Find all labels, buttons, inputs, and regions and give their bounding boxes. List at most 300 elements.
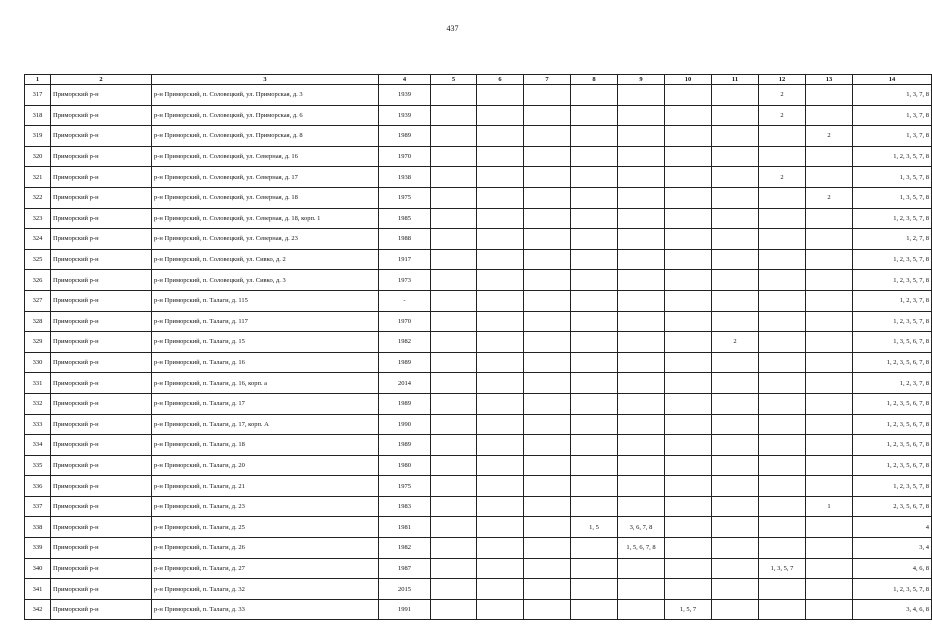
table-cell-col-5 bbox=[431, 85, 477, 106]
table-cell-col-8 bbox=[571, 187, 618, 208]
table-cell-col-6 bbox=[477, 126, 524, 147]
table-cell-col-10 bbox=[665, 579, 712, 600]
table-cell-col-3: р-н Приморский, п. Соловецкий, ул. Приморская, д. 3 bbox=[152, 85, 379, 106]
table-cell-col-9 bbox=[618, 270, 665, 291]
table-cell-col-11 bbox=[712, 538, 759, 559]
table-row bbox=[25, 187, 932, 208]
table-cell-col-4: 1990 bbox=[379, 414, 431, 435]
table-cell-col-14: 1, 2, 3, 5, 6, 7, 8 bbox=[853, 455, 932, 476]
table-cell-col-7 bbox=[524, 496, 571, 517]
table-cell-col-14: 1, 3, 7, 8 bbox=[853, 85, 932, 106]
table-cell-col-10 bbox=[665, 229, 712, 250]
table-row bbox=[25, 538, 932, 559]
table-cell-col-14: 1, 3, 5, 6, 7, 8 bbox=[853, 332, 932, 353]
table-cell-col-8 bbox=[571, 229, 618, 250]
table-cell-col-6 bbox=[477, 208, 524, 229]
table-cell-col-1: 317 bbox=[25, 85, 51, 106]
table-cell-col-12: 2 bbox=[759, 105, 806, 126]
table-cell-col-8 bbox=[571, 208, 618, 229]
table-cell-col-5 bbox=[431, 208, 477, 229]
table-row bbox=[25, 105, 932, 126]
table-cell-col-1: 322 bbox=[25, 187, 51, 208]
table-cell-col-10 bbox=[665, 105, 712, 126]
table-cell-col-3: р-н Приморский, п. Талаги, д. 23 bbox=[152, 496, 379, 517]
table-cell-col-2: Приморский р-н bbox=[51, 476, 152, 497]
table-cell-col-3: р-н Приморский, п. Талаги, д. 32 bbox=[152, 579, 379, 600]
table-cell-col-9 bbox=[618, 414, 665, 435]
table-cell-col-12 bbox=[759, 126, 806, 147]
table-cell-col-9 bbox=[618, 229, 665, 250]
column-header-7: 7 bbox=[524, 75, 571, 85]
table-cell-col-5 bbox=[431, 517, 477, 538]
table-cell-col-6 bbox=[477, 167, 524, 188]
table-cell-col-1: 334 bbox=[25, 435, 51, 456]
table-row bbox=[25, 290, 932, 311]
table-cell-col-10 bbox=[665, 538, 712, 559]
table-cell-col-2: Приморский р-н bbox=[51, 290, 152, 311]
table-cell-col-3: р-н Приморский, п. Талаги, д. 115 bbox=[152, 290, 379, 311]
table-cell-col-13 bbox=[806, 270, 853, 291]
table-cell-col-2: Приморский р-н bbox=[51, 496, 152, 517]
table-row bbox=[25, 167, 932, 188]
table-cell-col-7 bbox=[524, 332, 571, 353]
table-cell-col-12 bbox=[759, 373, 806, 394]
table-cell-col-8 bbox=[571, 105, 618, 126]
table-cell-col-9 bbox=[618, 599, 665, 620]
table-cell-col-6 bbox=[477, 290, 524, 311]
table-cell-col-6 bbox=[477, 229, 524, 250]
table-cell-col-12 bbox=[759, 187, 806, 208]
table-cell-col-7 bbox=[524, 414, 571, 435]
table-cell-col-1: 325 bbox=[25, 249, 51, 270]
table-cell-col-5 bbox=[431, 187, 477, 208]
table-cell-col-14: 1, 2, 3, 5, 6, 7, 8 bbox=[853, 352, 932, 373]
table-cell-col-11 bbox=[712, 311, 759, 332]
table-cell-col-11 bbox=[712, 126, 759, 147]
table-cell-col-9 bbox=[618, 579, 665, 600]
table-cell-col-2: Приморский р-н bbox=[51, 373, 152, 394]
table-cell-col-1: 336 bbox=[25, 476, 51, 497]
table-cell-col-11 bbox=[712, 270, 759, 291]
table-cell-col-1: 329 bbox=[25, 332, 51, 353]
table-cell-col-8 bbox=[571, 599, 618, 620]
table-cell-col-5 bbox=[431, 538, 477, 559]
table-cell-col-1: 340 bbox=[25, 558, 51, 579]
column-header-12: 12 bbox=[759, 75, 806, 85]
table-cell-col-10 bbox=[665, 311, 712, 332]
table-cell-col-14: 1, 2, 3, 5, 7, 8 bbox=[853, 579, 932, 600]
table-cell-col-5 bbox=[431, 167, 477, 188]
table-cell-col-2: Приморский р-н bbox=[51, 85, 152, 106]
table-cell-col-12 bbox=[759, 455, 806, 476]
table-cell-col-3: р-н Приморский, п. Талаги, д. 15 bbox=[152, 332, 379, 353]
table-cell-col-2: Приморский р-н bbox=[51, 579, 152, 600]
column-header-4: 4 bbox=[379, 75, 431, 85]
table-cell-col-6 bbox=[477, 393, 524, 414]
table-cell-col-4: 1980 bbox=[379, 455, 431, 476]
table-cell-col-11 bbox=[712, 290, 759, 311]
table-cell-col-13 bbox=[806, 373, 853, 394]
table-cell-col-11 bbox=[712, 414, 759, 435]
column-header-1: 1 bbox=[25, 75, 51, 85]
table-cell-col-9 bbox=[618, 476, 665, 497]
table-cell-col-6 bbox=[477, 352, 524, 373]
table-cell-col-7 bbox=[524, 579, 571, 600]
table-cell-col-9 bbox=[618, 435, 665, 456]
table-cell-col-3: р-н Приморский, п. Талаги, д. 16 bbox=[152, 352, 379, 373]
table-cell-col-7 bbox=[524, 249, 571, 270]
table-cell-col-13 bbox=[806, 579, 853, 600]
table-row bbox=[25, 352, 932, 373]
table-cell-col-7 bbox=[524, 538, 571, 559]
table-cell-col-14: 1, 2, 3, 5, 6, 7, 8 bbox=[853, 393, 932, 414]
table-cell-col-12 bbox=[759, 599, 806, 620]
table-cell-col-14: 1, 2, 3, 5, 7, 8 bbox=[853, 270, 932, 291]
table-cell-col-9 bbox=[618, 187, 665, 208]
table-cell-col-14: 2, 3, 5, 6, 7, 8 bbox=[853, 496, 932, 517]
table-cell-col-11: 2 bbox=[712, 332, 759, 353]
table-cell-col-4: 1982 bbox=[379, 538, 431, 559]
table-row bbox=[25, 249, 932, 270]
table-cell-col-9 bbox=[618, 455, 665, 476]
table-cell-col-6 bbox=[477, 538, 524, 559]
table-cell-col-11 bbox=[712, 558, 759, 579]
table-row bbox=[25, 579, 932, 600]
table-cell-col-6 bbox=[477, 558, 524, 579]
table-cell-col-13: 1 bbox=[806, 496, 853, 517]
table-cell-col-1: 341 bbox=[25, 579, 51, 600]
table-cell-col-5 bbox=[431, 414, 477, 435]
register-table bbox=[24, 74, 932, 620]
table-cell-col-9 bbox=[618, 373, 665, 394]
table-cell-col-2: Приморский р-н bbox=[51, 332, 152, 353]
table-cell-col-1: 318 bbox=[25, 105, 51, 126]
table-cell-col-4: 1989 bbox=[379, 126, 431, 147]
table-cell-col-9 bbox=[618, 558, 665, 579]
table-cell-col-4: 1938 bbox=[379, 167, 431, 188]
table-cell-col-14: 4 bbox=[853, 517, 932, 538]
table-cell-col-6 bbox=[477, 146, 524, 167]
table-cell-col-7 bbox=[524, 290, 571, 311]
table-cell-col-2: Приморский р-н bbox=[51, 455, 152, 476]
table-cell-col-4: 2014 bbox=[379, 373, 431, 394]
table-cell-col-1: 333 bbox=[25, 414, 51, 435]
table-cell-col-10 bbox=[665, 270, 712, 291]
header-row bbox=[25, 75, 932, 85]
table-cell-col-2: Приморский р-н bbox=[51, 352, 152, 373]
table-cell-col-4: 1975 bbox=[379, 476, 431, 497]
table-cell-col-8 bbox=[571, 146, 618, 167]
table-row bbox=[25, 229, 932, 250]
table-cell-col-11 bbox=[712, 455, 759, 476]
table-cell-col-2: Приморский р-н bbox=[51, 311, 152, 332]
table-cell-col-4: 1989 bbox=[379, 435, 431, 456]
table-cell-col-3: р-н Приморский, п. Соловецкий, ул. Сивко, д. 3 bbox=[152, 270, 379, 291]
table-row bbox=[25, 435, 932, 456]
table-cell-col-12 bbox=[759, 435, 806, 456]
table-cell-col-14: 1, 3, 7, 8 bbox=[853, 126, 932, 147]
table-row bbox=[25, 311, 932, 332]
column-header-9: 9 bbox=[618, 75, 665, 85]
table-cell-col-11 bbox=[712, 476, 759, 497]
table-cell-col-5 bbox=[431, 311, 477, 332]
table-cell-col-9 bbox=[618, 311, 665, 332]
table-cell-col-8 bbox=[571, 414, 618, 435]
column-header-10: 10 bbox=[665, 75, 712, 85]
table-row bbox=[25, 85, 932, 106]
column-header-2: 2 bbox=[51, 75, 152, 85]
table-cell-col-11 bbox=[712, 187, 759, 208]
table-cell-col-8 bbox=[571, 496, 618, 517]
table-cell-col-12 bbox=[759, 146, 806, 167]
table-cell-col-4: 1983 bbox=[379, 496, 431, 517]
table-cell-col-13 bbox=[806, 311, 853, 332]
table-cell-col-10 bbox=[665, 187, 712, 208]
table-cell-col-1: 339 bbox=[25, 538, 51, 559]
table-row bbox=[25, 558, 932, 579]
table-cell-col-13: 2 bbox=[806, 187, 853, 208]
table-cell-col-6 bbox=[477, 187, 524, 208]
table-cell-col-3: р-н Приморский, п. Талаги, д. 16, корп. а bbox=[152, 373, 379, 394]
table-cell-col-14: 1, 2, 3, 5, 6, 7, 8 bbox=[853, 414, 932, 435]
table-cell-col-2: Приморский р-н bbox=[51, 167, 152, 188]
table-cell-col-7 bbox=[524, 558, 571, 579]
table-cell-col-13 bbox=[806, 332, 853, 353]
table-cell-col-3: р-н Приморский, п. Талаги, д. 18 bbox=[152, 435, 379, 456]
table-cell-col-8 bbox=[571, 373, 618, 394]
table-cell-col-10 bbox=[665, 85, 712, 106]
table-cell-col-7 bbox=[524, 393, 571, 414]
table-cell-col-4: 2015 bbox=[379, 579, 431, 600]
table-cell-col-10 bbox=[665, 393, 712, 414]
table-cell-col-2: Приморский р-н bbox=[51, 187, 152, 208]
table-cell-col-10 bbox=[665, 558, 712, 579]
table-cell-col-14: 1, 2, 3, 5, 7, 8 bbox=[853, 476, 932, 497]
table-cell-col-7 bbox=[524, 229, 571, 250]
column-header-14: 14 bbox=[853, 75, 932, 85]
table-cell-col-4: - bbox=[379, 290, 431, 311]
table-cell-col-2: Приморский р-н bbox=[51, 414, 152, 435]
table-cell-col-8 bbox=[571, 311, 618, 332]
table-cell-col-6 bbox=[477, 414, 524, 435]
table-cell-col-12 bbox=[759, 208, 806, 229]
table-row bbox=[25, 332, 932, 353]
table-cell-col-8 bbox=[571, 270, 618, 291]
column-header-3: 3 bbox=[152, 75, 379, 85]
table-cell-col-9 bbox=[618, 105, 665, 126]
table-cell-col-2: Приморский р-н bbox=[51, 208, 152, 229]
table-cell-col-1: 338 bbox=[25, 517, 51, 538]
table-cell-col-11 bbox=[712, 599, 759, 620]
table-cell-col-10 bbox=[665, 373, 712, 394]
column-header-11: 11 bbox=[712, 75, 759, 85]
table-cell-col-13 bbox=[806, 558, 853, 579]
table-cell-col-3: р-н Приморский, п. Талаги, д. 20 bbox=[152, 455, 379, 476]
table-row bbox=[25, 455, 932, 476]
table-cell-col-11 bbox=[712, 249, 759, 270]
table-cell-col-12 bbox=[759, 290, 806, 311]
table-cell-col-6 bbox=[477, 517, 524, 538]
table-cell-col-1: 319 bbox=[25, 126, 51, 147]
table-cell-col-11 bbox=[712, 208, 759, 229]
table-cell-col-12 bbox=[759, 332, 806, 353]
table-cell-col-13 bbox=[806, 538, 853, 559]
table-cell-col-4: 1975 bbox=[379, 187, 431, 208]
table-cell-col-10 bbox=[665, 126, 712, 147]
table-cell-col-13 bbox=[806, 352, 853, 373]
table-cell-col-12 bbox=[759, 517, 806, 538]
table-cell-col-1: 330 bbox=[25, 352, 51, 373]
table-cell-col-14: 1, 2, 3, 5, 7, 8 bbox=[853, 146, 932, 167]
table-cell-col-12 bbox=[759, 414, 806, 435]
table-cell-col-5 bbox=[431, 558, 477, 579]
table-cell-col-7 bbox=[524, 167, 571, 188]
table-cell-col-10 bbox=[665, 455, 712, 476]
table-cell-col-14: 1, 2, 3, 7, 8 bbox=[853, 290, 932, 311]
table-cell-col-8 bbox=[571, 393, 618, 414]
table-cell-col-11 bbox=[712, 579, 759, 600]
table-cell-col-11 bbox=[712, 373, 759, 394]
table-cell-col-14: 1, 2, 3, 5, 6, 7, 8 bbox=[853, 435, 932, 456]
table-cell-col-3: р-н Приморский, п. Соловецкий, ул. Сивко, д. 2 bbox=[152, 249, 379, 270]
table-cell-col-7 bbox=[524, 517, 571, 538]
table-cell-col-9 bbox=[618, 393, 665, 414]
page-number: 437 bbox=[446, 24, 459, 33]
table-row bbox=[25, 496, 932, 517]
table-cell-col-11 bbox=[712, 435, 759, 456]
table-cell-col-8 bbox=[571, 435, 618, 456]
table-cell-col-5 bbox=[431, 146, 477, 167]
table-cell-col-14: 1, 2, 3, 5, 7, 8 bbox=[853, 208, 932, 229]
table-cell-col-12 bbox=[759, 229, 806, 250]
table-cell-col-1: 320 bbox=[25, 146, 51, 167]
table-cell-col-10 bbox=[665, 476, 712, 497]
table-cell-col-7 bbox=[524, 311, 571, 332]
table-cell-col-4: 1973 bbox=[379, 270, 431, 291]
table-cell-col-9 bbox=[618, 290, 665, 311]
table-cell-col-12: 2 bbox=[759, 167, 806, 188]
table-row bbox=[25, 414, 932, 435]
table-cell-col-2: Приморский р-н bbox=[51, 105, 152, 126]
table-cell-col-7 bbox=[524, 435, 571, 456]
table-cell-col-8 bbox=[571, 290, 618, 311]
table-cell-col-4: 1939 bbox=[379, 105, 431, 126]
table-cell-col-9 bbox=[618, 496, 665, 517]
table-cell-col-14: 1, 2, 3, 7, 8 bbox=[853, 373, 932, 394]
table-cell-col-3: р-н Приморский, п. Соловецкий, ул. Северная, д. 18 bbox=[152, 187, 379, 208]
table-cell-col-6 bbox=[477, 579, 524, 600]
table-cell-col-3: р-н Приморский, п. Соловецкий, ул. Приморская, д. 8 bbox=[152, 126, 379, 147]
table-cell-col-5 bbox=[431, 373, 477, 394]
table-cell-col-7 bbox=[524, 455, 571, 476]
table-cell-col-2: Приморский р-н bbox=[51, 126, 152, 147]
table-cell-col-8 bbox=[571, 332, 618, 353]
table-cell-col-3: р-н Приморский, п. Талаги, д. 117 bbox=[152, 311, 379, 332]
table-cell-col-4: 1985 bbox=[379, 208, 431, 229]
table-cell-col-4: 1987 bbox=[379, 558, 431, 579]
table-cell-col-3: р-н Приморский, п. Талаги, д. 21 bbox=[152, 476, 379, 497]
table-cell-col-10: 1, 5, 7 bbox=[665, 599, 712, 620]
table-cell-col-13 bbox=[806, 249, 853, 270]
table-cell-col-10 bbox=[665, 208, 712, 229]
table-cell-col-6 bbox=[477, 455, 524, 476]
table-cell-col-1: 332 bbox=[25, 393, 51, 414]
table-cell-col-1: 327 bbox=[25, 290, 51, 311]
table-cell-col-3: р-н Приморский, п. Талаги, д. 26 bbox=[152, 538, 379, 559]
table-cell-col-4: 1917 bbox=[379, 249, 431, 270]
column-header-5: 5 bbox=[431, 75, 477, 85]
table-row bbox=[25, 393, 932, 414]
table-cell-col-11 bbox=[712, 146, 759, 167]
table-row bbox=[25, 208, 932, 229]
table-cell-col-12 bbox=[759, 496, 806, 517]
table-cell-col-9 bbox=[618, 167, 665, 188]
table-cell-col-9 bbox=[618, 249, 665, 270]
table-cell-col-14: 3, 4 bbox=[853, 538, 932, 559]
column-header-8: 8 bbox=[571, 75, 618, 85]
table-cell-col-10 bbox=[665, 332, 712, 353]
table-cell-col-8 bbox=[571, 579, 618, 600]
table-cell-col-4: 1970 bbox=[379, 146, 431, 167]
table-cell-col-8 bbox=[571, 167, 618, 188]
table-cell-col-9 bbox=[618, 208, 665, 229]
table-cell-col-6 bbox=[477, 270, 524, 291]
table-cell-col-11 bbox=[712, 229, 759, 250]
table-row bbox=[25, 599, 932, 620]
table-cell-col-4: 1988 bbox=[379, 229, 431, 250]
table-cell-col-4: 1982 bbox=[379, 332, 431, 353]
table-cell-col-5 bbox=[431, 332, 477, 353]
table-cell-col-5 bbox=[431, 435, 477, 456]
table-cell-col-14: 1, 3, 5, 7, 8 bbox=[853, 167, 932, 188]
table-cell-col-8: 1, 5 bbox=[571, 517, 618, 538]
table-cell-col-3: р-н Приморский, п. Талаги, д. 33 bbox=[152, 599, 379, 620]
table-cell-col-3: р-н Приморский, п. Соловецкий, ул. Северная, д. 16 bbox=[152, 146, 379, 167]
table-cell-col-3: р-н Приморский, п. Талаги, д. 17 bbox=[152, 393, 379, 414]
table-body bbox=[25, 85, 932, 620]
table-cell-col-3: р-н Приморский, п. Талаги, д. 27 bbox=[152, 558, 379, 579]
table-cell-col-6 bbox=[477, 332, 524, 353]
table-row bbox=[25, 270, 932, 291]
table-cell-col-2: Приморский р-н bbox=[51, 229, 152, 250]
table-cell-col-12 bbox=[759, 352, 806, 373]
table-cell-col-10 bbox=[665, 290, 712, 311]
table-cell-col-4: 1989 bbox=[379, 393, 431, 414]
table-cell-col-11 bbox=[712, 496, 759, 517]
column-header-13: 13 bbox=[806, 75, 853, 85]
table-cell-col-11 bbox=[712, 393, 759, 414]
table-cell-col-3: р-н Приморский, п. Соловецкий, ул. Северная, д. 23 bbox=[152, 229, 379, 250]
table-cell-col-12: 2 bbox=[759, 85, 806, 106]
table-cell-col-5 bbox=[431, 270, 477, 291]
table-cell-col-7 bbox=[524, 187, 571, 208]
table-cell-col-2: Приморский р-н bbox=[51, 558, 152, 579]
table-cell-col-5 bbox=[431, 290, 477, 311]
table-cell-col-1: 328 bbox=[25, 311, 51, 332]
table-cell-col-6 bbox=[477, 599, 524, 620]
table-cell-col-13 bbox=[806, 455, 853, 476]
table-cell-col-2: Приморский р-н bbox=[51, 270, 152, 291]
table-cell-col-6 bbox=[477, 435, 524, 456]
table-cell-col-5 bbox=[431, 599, 477, 620]
table-cell-col-7 bbox=[524, 599, 571, 620]
table-cell-col-13 bbox=[806, 290, 853, 311]
table-cell-col-2: Приморский р-н bbox=[51, 146, 152, 167]
table-cell-col-6 bbox=[477, 476, 524, 497]
table-cell-col-14: 4, 6, 8 bbox=[853, 558, 932, 579]
table-cell-col-7 bbox=[524, 373, 571, 394]
table-cell-col-8 bbox=[571, 558, 618, 579]
